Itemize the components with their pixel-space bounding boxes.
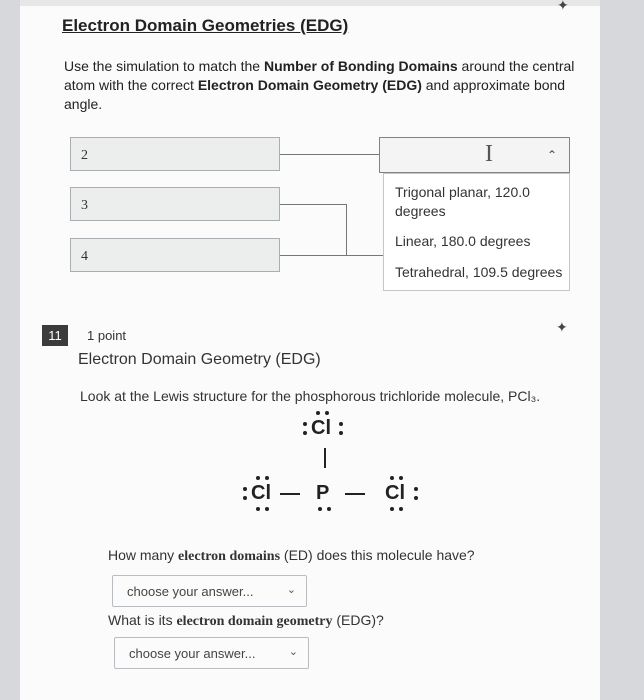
text-cursor-icon: I [485,141,493,167]
lone-pair-dot [303,431,307,435]
single-bond [345,493,365,495]
lone-pair-dot [256,476,260,480]
chevron-up-icon[interactable]: ⌃ [546,148,557,162]
lone-pair-dot [265,507,269,511]
select-value: choose your answer... [127,584,254,599]
lone-pair-dot [339,431,343,435]
domain-count-box-4[interactable]: 4 [70,238,280,272]
question-instructions: Use the simulation to match the Number of Bonding Domains around the central atom with the correct Electron Domain Geometry (EDG) and approximate bond angle. [64,58,575,112]
geometry-dropdown[interactable] [379,137,570,173]
electron-domain-geometry-question: What is its electron domain geometry (EDG)? [108,612,384,629]
lone-pair-dot [303,422,307,426]
lone-pair-dot [339,422,343,426]
geometry-dropdown-list [383,173,570,291]
lone-pair-dot [399,476,403,480]
chevron-down-icon: ⌄ [286,584,296,596]
dropdown-option-trigonal-planar[interactable]: Trigonal planar, 120.0 degrees [395,184,530,219]
chlorine-atom: Cl [385,482,405,504]
dropdown-option-linear[interactable]: Linear, 180.0 degrees [395,233,531,249]
single-bond [324,448,326,468]
lone-pair-dot [256,507,260,511]
lone-pair-dot [414,487,418,491]
chevron-down-icon: ⌄ [288,646,298,658]
chlorine-atom: Cl [251,482,271,504]
match-connector-line [280,154,379,155]
single-bond [280,493,300,495]
electron-domains-select[interactable] [112,575,307,607]
pin-icon[interactable]: ✦ [557,0,569,13]
lone-pair-dot [318,507,322,511]
select-value: choose your answer... [129,646,256,661]
question-prompt: Look at the Lewis structure for the phosphorous trichloride molecule, PCl₃. [80,388,541,404]
lone-pair-dot [243,496,247,500]
previous-question-edge [20,0,600,6]
pin-icon[interactable]: ✦ [556,319,568,335]
lone-pair-dot [399,507,403,511]
lone-pair-dot [316,411,320,415]
phosphorus-atom: P [316,482,330,504]
question-title: Electron Domain Geometry (EDG) [78,351,321,368]
dropdown-option-tetrahedral[interactable]: Tetrahedral, 109.5 degrees [395,264,563,280]
lone-pair-dot [265,476,269,480]
question-number-badge: 11 [42,325,68,346]
domain-count-box-3[interactable]: 3 [70,187,280,221]
match-connector-line [280,204,346,205]
match-connector-line [280,255,383,256]
lone-pair-dot [327,507,331,511]
electron-domains-question: How many electron domains (ED) does this molecule have? [108,547,475,564]
lone-pair-dot [390,476,394,480]
lone-pair-dot [243,487,247,491]
domain-count-box-2[interactable]: 2 [70,137,280,171]
electron-domain-geometry-select[interactable] [114,637,309,669]
lone-pair-dot [325,411,329,415]
lone-pair-dot [390,507,394,511]
question-points: 1 point [87,328,127,343]
match-connector-line [346,204,347,255]
chlorine-atom: Cl [311,417,331,439]
lone-pair-dot [414,496,418,500]
question-title: Electron Domain Geometries (EDG) [62,16,349,35]
